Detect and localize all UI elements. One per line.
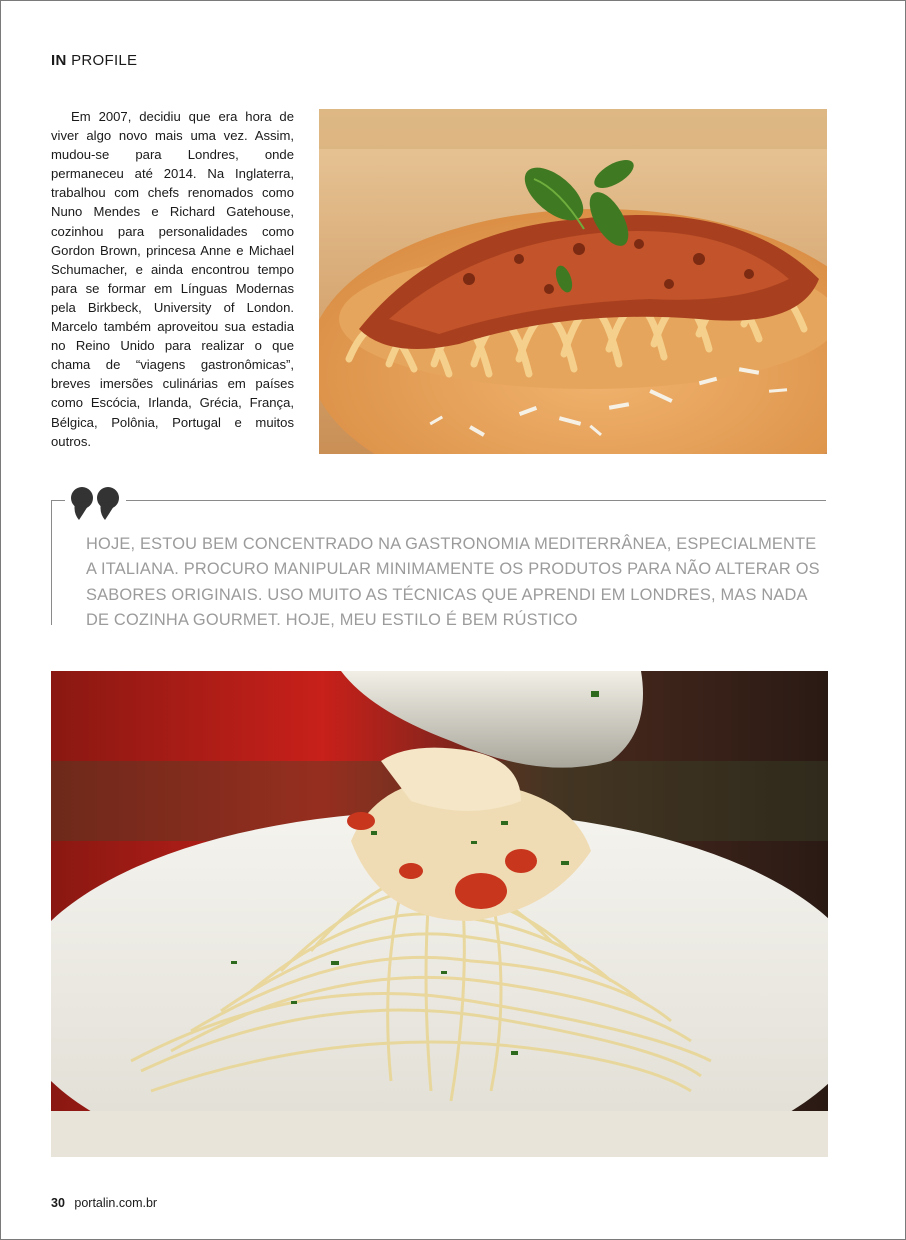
photo-spaghetti (51, 671, 828, 1157)
section-title: PROFILE (71, 52, 138, 69)
pull-quote-text: HOJE, ESTOU BEM CONCENTRADO NA GASTRONOMIA MEDITERRÂNEA, ESPECIALMENTE A ITALIANA. PROCURO MANIPULAR MINIMAMENTE OS PRODUTOS PARA NÃO ALTERAR OS SABORES ORIGINAIS. USO MUITO AS TÉCNICAS QUE APRENDI EM LONDRES, MAS NADA DE COZINHA GOURMET. HOJE, MEU ESTILO É BEM RÚSTICO (86, 535, 820, 629)
quote-top-rule (126, 500, 826, 501)
quote-side-rule (51, 500, 65, 625)
page-number: 30 (51, 1196, 65, 1210)
footer-site: portalin.com.br (74, 1196, 158, 1210)
section-header (51, 52, 137, 69)
article-body-text: Em 2007, decidiu que era hora de viver algo novo mais uma vez. Assim, mudou-se para Londres, onde permaneceu até 2014. Na Inglaterra, trabalhou com chefs renomados como Nuno Mendes e Richard Gatehouse, cozinhou para personalidades como Gordon Brown, princesa Anne e Michael Schumacher, e ainda encontrou tempo para se formar em Línguas Modernas pela Birkbeck, University of London. Marcelo também aproveitou sua estadia no Reino Unido para realizar o que chama de “viagens gastronômicas”, breves imersões culinárias em países como Escócia, Irlanda, Grécia, França, Bélgica, Polônia, Portugal e muitos outros. (51, 109, 294, 449)
photo-pasta-bolognese (319, 109, 827, 454)
open-quote-icon (71, 487, 121, 521)
section-brand: IN (51, 52, 67, 69)
page-footer (51, 1196, 157, 1210)
